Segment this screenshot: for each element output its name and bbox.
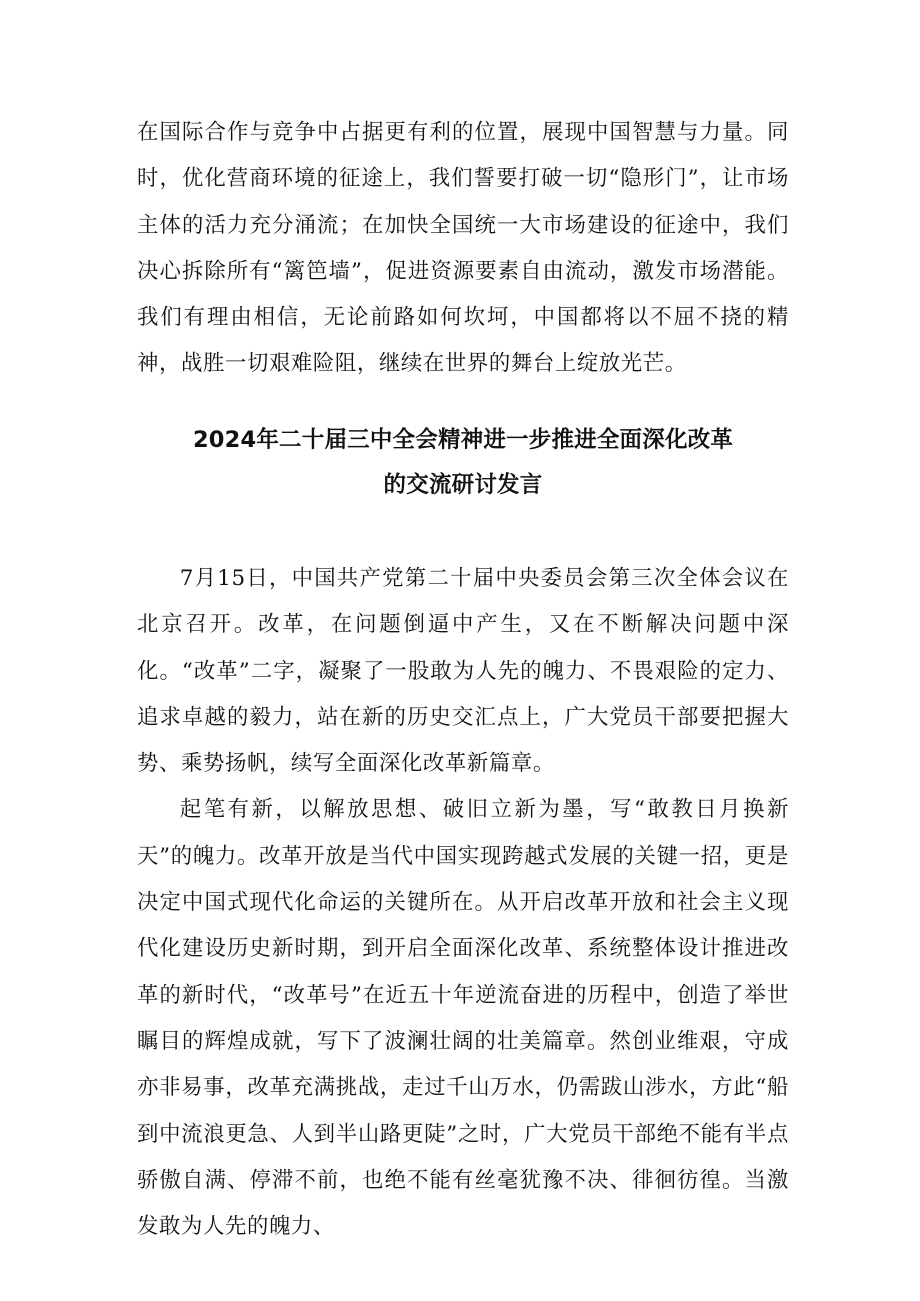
body-paragraph-1: 7月15日，中国共产党第二十届中央委员会第三次全体会议在北京召开。改革，在问题倒逼中产生，又在不断解决问题中深化。“改革”二字，凝聚了一股敢为人先的魄力、不畏艰险的定力、追求卓越的毅力，站在新的历史交汇点上，广大党员干部要把握大势、乘势扬帆，续写全面深化改革新篇章。	[137, 566, 789, 777]
section-title	[137, 418, 789, 508]
body-text	[137, 556, 789, 1250]
continued-paragraph-block	[137, 110, 789, 388]
body-paragraph-2: 起笔有新，以解放思想、破旧立新为墨，写“敢教日月换新天”的魄力。改革开放是当代中国实现跨越式发展的关键一招，更是决定中国式现代化命运的关键所在。从开启改革开放和社会主义现代化建设历史新时期，到开启全面深化改革、系统整体设计推进改革的新时代，“改革号”在近五十年逆流奋进的历程中，创造了举世瞩目的辉煌成就，写下了波澜壮阔的壮美篇章。然创业维艰，守成亦非易事，改革充满挑战，走过千山万水，仍需跋山涉水，方此“船到中流浪更急、人到半山路更陡”之时，广大党员干部绝不能有半点骄傲自满、停滞不前，也绝不能有丝毫犹豫不决、徘徊彷徨。当激发敢为人先的魄力、	[137, 797, 789, 1240]
continued-paragraph: 在国际合作与竞争中占据更有利的位置，展现中国智慧与力量。同时，优化营商环境的征途上，我们誓要打破一切“隐形门”，让市场主体的活力充分涌流；在加快全国统一大市场建设的征途中，我们决心拆除所有“篱笆墙”，促进资源要素自由流动，激发市场潜能。我们有理由相信，无论前路如何坎坷，中国都将以不屈不挠的精神，战胜一切艰难险阻，继续在世界的舞台上绽放光芒。	[137, 120, 789, 377]
section-title-line-2: 的交流研讨发言	[383, 472, 543, 498]
section-title-line-1: 2024年二十届三中全会精神进一步推进全面深化改革	[192, 427, 734, 453]
